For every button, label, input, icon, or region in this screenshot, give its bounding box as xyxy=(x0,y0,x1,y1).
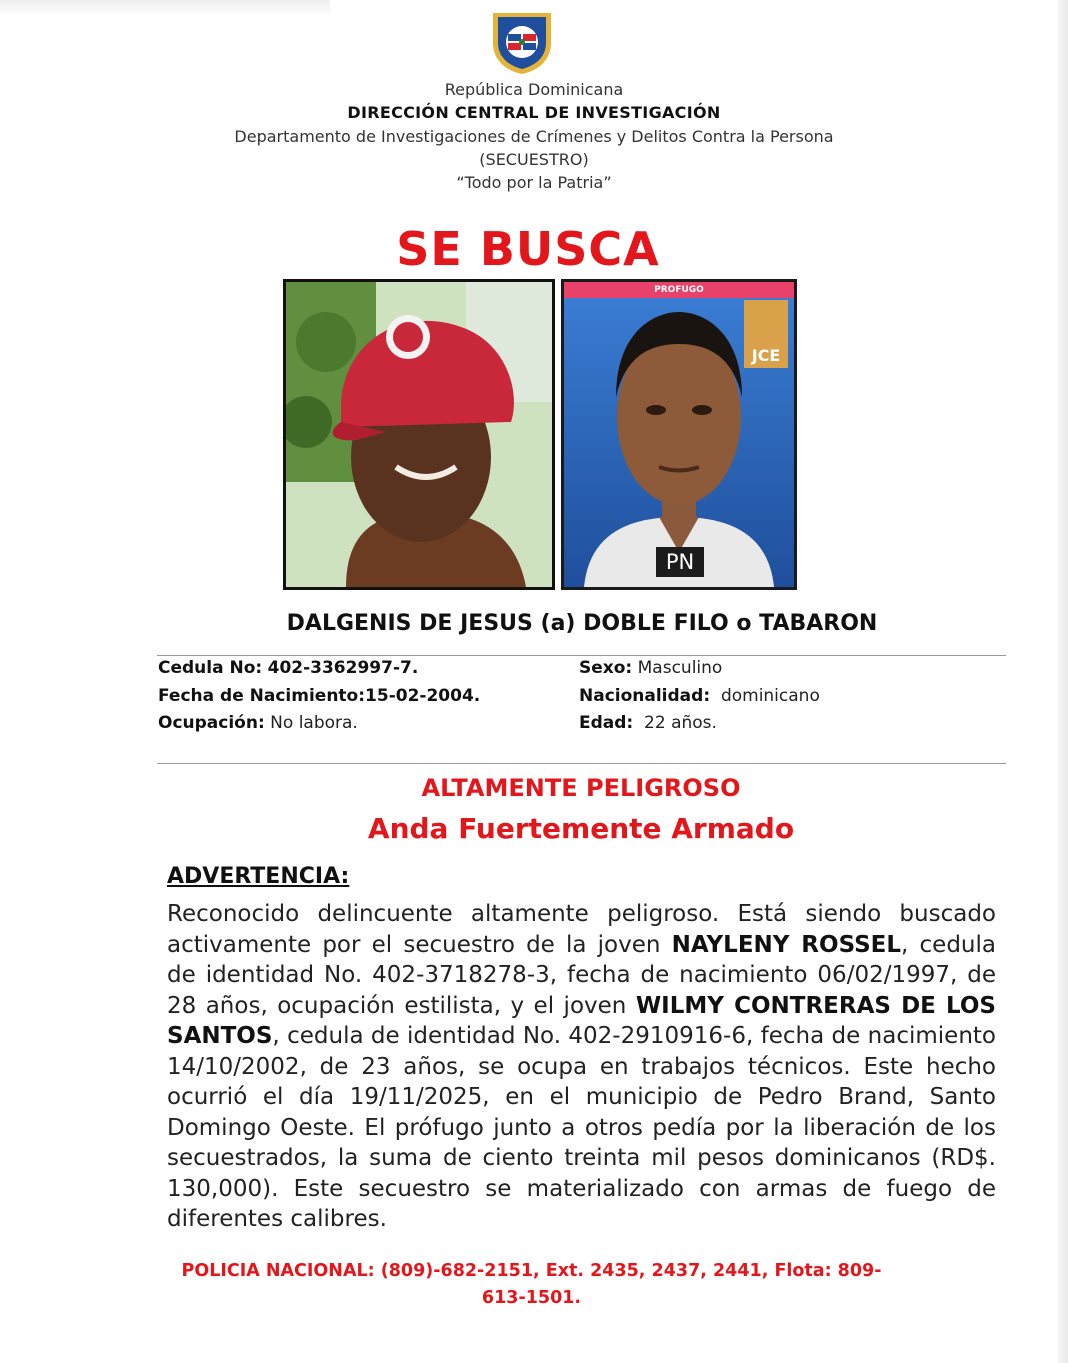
top-shadow xyxy=(0,0,330,16)
nationality-value: dominicano xyxy=(720,686,820,706)
jce-logo: JCE xyxy=(751,346,781,365)
warning-text-2: , cedula de identidad No. 402-3718278-3, fecha de nacimiento 06/02/1997, de 28 años, ocupación estilista, y el joven xyxy=(167,931,996,1019)
birth-label: Fecha de Nacimiento: xyxy=(158,686,366,706)
divider-bottom xyxy=(157,763,1006,764)
warning-title: ADVERTENCIA: xyxy=(167,864,350,889)
sex-row xyxy=(579,658,722,678)
suspect-name: DALGENIS DE JESUS (a) DOBLE FILO o TABARON xyxy=(286,611,878,636)
armed-heading: Anda Fuertemente Armado xyxy=(367,812,795,845)
sex-value: Masculino xyxy=(637,658,723,678)
header-unit: (SECUESTRO) xyxy=(479,150,589,169)
nationality-row xyxy=(579,686,820,706)
birth-value: 15-02-2004. xyxy=(365,686,481,706)
page-edge xyxy=(1058,0,1068,1363)
age-value: 22 años. xyxy=(644,713,717,733)
header-department: Departamento de Investigaciones de Crímenes y Delitos Contra la Persona xyxy=(234,127,834,146)
warning-body xyxy=(167,899,996,1235)
danger-heading: ALTAMENTE PELIGROSO xyxy=(421,774,741,802)
police-contact: POLICIA NACIONAL: (809)-682-2151, Ext. 2435, 2437, 2441, Flota: 809-613-1501. xyxy=(181,1261,882,1308)
cedula-value: 402-3362997-7. xyxy=(267,658,419,678)
nationality-label: Nacionalidad: xyxy=(579,686,711,706)
occupation-row xyxy=(158,713,358,733)
divider-top xyxy=(157,655,1006,656)
age-label: Edad: xyxy=(579,713,634,733)
id-card-banner: PROFUGO xyxy=(564,282,794,298)
suspect-photo-casual xyxy=(283,279,555,590)
suspect-photo-id xyxy=(561,279,797,590)
age-row xyxy=(579,713,717,733)
header-country: República Dominicana xyxy=(444,80,624,99)
wanted-title: SE BUSCA xyxy=(396,222,660,276)
occupation-label: Ocupación: xyxy=(158,713,265,733)
sex-label: Sexo: xyxy=(579,658,633,678)
header-agency: DIRECCIÓN CENTRAL DE INVESTIGACIÓN xyxy=(347,103,721,122)
dicrim-emblem xyxy=(487,9,557,75)
cedula-label: Cedula No: xyxy=(158,658,263,678)
header-motto: “Todo por la Patria” xyxy=(456,173,612,192)
warning-text-1: Reconocido delincuente altamente peligroso. Está siendo buscado activamente por el secuestro de la joven xyxy=(167,901,996,958)
victim-1-name: NAYLENY ROSSEL xyxy=(671,931,902,958)
occupation-value: No labora. xyxy=(270,713,358,733)
pn-badge: PN xyxy=(656,547,704,577)
cedula-row xyxy=(158,658,418,678)
warning-text-3: , cedula de identidad No. 402-2910916-6, fecha de nacimiento 14/10/2002, de 23 años, se ocupa en trabajos técnicos. Este hecho ocurrió el día 19/11/2025, en el municipio de Pedro Brand, Santo Domingo Oeste. El prófugo junto a otros pedía por la liberación de los secuestrados, la suma de ciento treinta mil pesos dominicanos (RD$. 130,000). Este secuestro se materializado con armas de fuego de diferentes calibres. xyxy=(167,1023,996,1232)
birth-row xyxy=(158,686,480,706)
victim-2-name: WILMY CONTRERAS DE LOS SANTOS xyxy=(167,992,996,1049)
